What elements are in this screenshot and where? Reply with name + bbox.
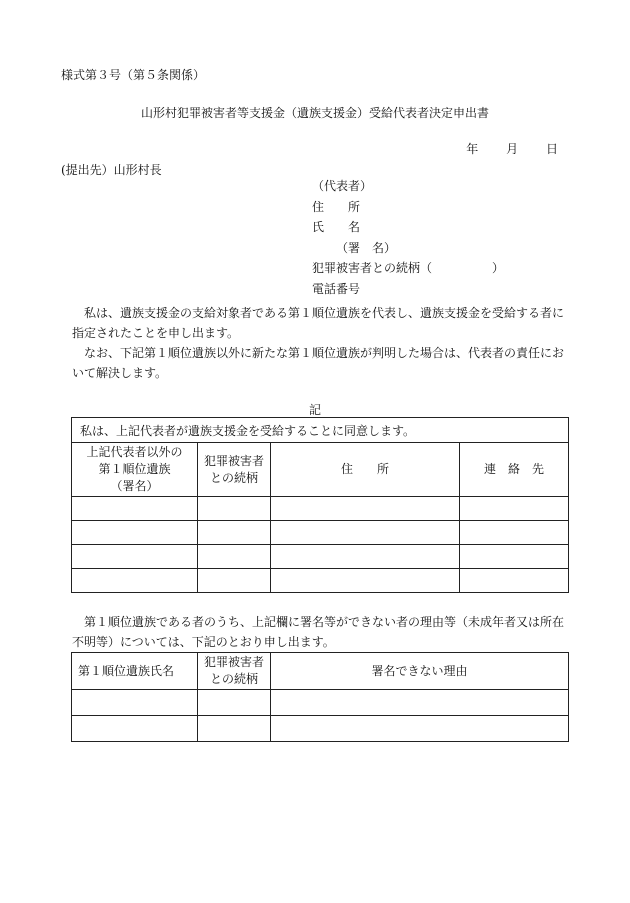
submit-to: (提出先）山形村長 [61, 163, 162, 177]
document-title: 山形村犯罪被害者等支援金（遺族支援金）受給代表者決定申出書 [140, 106, 489, 120]
reason-paragraph [72, 612, 564, 652]
header-other-heirs: 上記代表者以外の 第１順位遺族 （署名） [72, 443, 198, 497]
header-heir-name: 第１順位遺族氏名 [72, 653, 198, 690]
representative-block [312, 176, 504, 299]
rep-name-label: 氏 名 [312, 220, 361, 234]
header-relation-2: 犯罪被害者 との続柄 [198, 653, 271, 690]
header-address: 住 所 [271, 443, 460, 497]
table-row [72, 690, 569, 716]
header-relation: 犯罪被害者 との続柄 [198, 443, 271, 497]
reason-table [71, 652, 569, 742]
header-reason: 署名できない理由 [271, 653, 569, 690]
rep-heading: （代表者） [312, 179, 373, 193]
rep-relation-label: 犯罪被害者との続柄（ ） [312, 261, 505, 275]
reason-text: 第１順位遺族である者のうち、上記欄に署名等ができない者の理由等（未成年者又は所在不明等）については、下記のとおり申し出ます。 [72, 615, 565, 649]
table-row [72, 569, 569, 593]
declaration-paragraph [72, 303, 564, 383]
date-year: 年 [466, 142, 479, 156]
ki-heading: 記 [308, 403, 321, 417]
date-line [442, 140, 558, 157]
rep-address-label: 住 所 [312, 199, 361, 214]
consent-table [71, 417, 569, 593]
header-contact: 連 絡 先 [460, 443, 569, 497]
rep-signature-label: （署 名） [336, 240, 397, 255]
form-number: 様式第３号（第５条関係） [61, 68, 206, 82]
date-month: 月 [506, 142, 519, 156]
date-day: 日 [545, 142, 558, 156]
table-row [72, 521, 569, 545]
table-row [72, 716, 569, 742]
table-row [72, 497, 569, 521]
table-row [72, 545, 569, 569]
rep-phone-label: 電話番号 [312, 281, 361, 296]
consent-statement: 私は、上記代表者が遺族支援金を受給することに同意します。 [72, 418, 569, 443]
declaration-text-2: なお、下記第１順位遺族以外に新たな第１順位遺族が判明した場合は、代表者の責任において解決します。 [72, 346, 565, 380]
declaration-text-1: 私は、遺族支援金の支給対象者である第１順位遺族を代表し、遺族支援金を受給する者に指定されたことを申し出ます。 [72, 306, 565, 340]
